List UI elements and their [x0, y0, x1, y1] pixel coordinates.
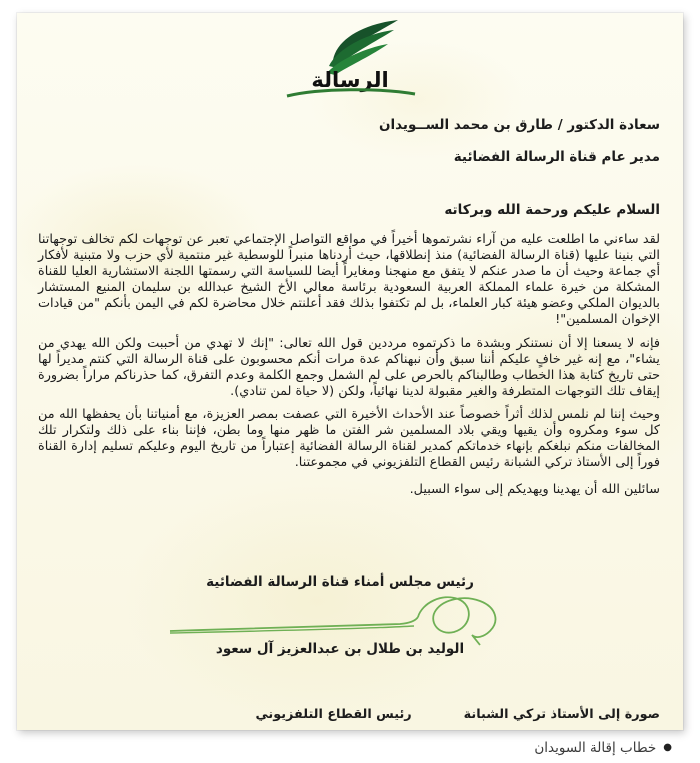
bullet-icon: ●: [663, 742, 672, 753]
paragraph-2: فإنه لا يسعنا إلا أن نستنكر وبشدة ما ذكرتموه مرددين قول الله تعالى: "إنك لا تهدي من أحببت ولكن الله يهدي من يشاء"، مع إنه غير خافٍ عليكم أننا سبق وأن نبهناكم عدة مرات أنكم محسوبون على قناة الرسالة التي كنتم مديراً لها حتى تاريخ كتابة هذا الخطاب وطالبناكم بالحرص على لم الشمل وجمع الكلمة وعدم التفرق، كما حذرناكم مراراً بضرورة إيقاف تلك التوجهات المتطرفة والغير مقبولة لدينا نهائياً، ولكن (لا حياة لمن تنادي).: [38, 335, 660, 399]
paragraph-3: وحيث إننا لم نلمس لذلك أثراً خصوصاً عند الأحداث الأخيرة التي عصفت بمصر العزيزة، مع أمنياتنا بأن يحفظها الله من كل سوء ومكروه وأن يقيها ويقي بلاد المسلمين شر الفتن ما ظهر منها وما بطن، فإننا بناء على ذلك ولتكرار تلك المخالفات منكم نبلغكم بإنهاء خدماتكم كمدير لقناة الرسالة الفضائية إعتباراً من تاريخ اليوم وعليكم تسليم إدارة القناة فوراً إلى الأستاذ تركي الشبانة رئيس القطاع التلفزيوني في مجموعتنا.: [38, 406, 660, 471]
signature-block: [140, 574, 540, 657]
letter-body: [38, 232, 660, 505]
signatory-title: رئيس مجلس أمناء قناة الرسالة الفضائية: [206, 574, 474, 590]
alresalah-logo-icon: [275, 16, 425, 102]
signatory-name: الوليد بن طلال بن عبدالعزيز آل سعود: [215, 641, 465, 657]
salutation: السلام عليكم ورحمة الله وبركاته: [444, 202, 660, 218]
recipient-name: سعادة الدكتور / طارق بن محمد الســويدان: [378, 117, 660, 133]
cc-recipient: صورة إلى الأستاذ تركي الشبانة: [463, 707, 660, 722]
cc-recipient-title: رئيس القطاع التلفزيوني: [255, 707, 412, 722]
letter-scan-image: [17, 13, 683, 730]
paragraph-1: لقد ساءني ما اطلعت عليه من آراء نشرتموها أخيراً في مواقع التواصل الإجتماعي تعبر عن توجهات لكم تخالف توجهاتنا التي بنينا عليها (قناة الرسالة الفضائية) منذ إنطلاقها، حيث أردناها منبراً للوسطية غير منتمية لأي حزب ولا متبنية لأفكار أي جماعة وحيث أن ما صدر عنكم لا يتفق مع منهجنا ومغايراً أيضا للسياسة التي رسمتها اللجنة الاستشارية العليا للقناة المشكلة من خيرة علماء المملكة العربية السعودية برئاسة معالي الأخ الشيخ عبدالله بن سليمان المنيع المستشار بالديوان الملكي وعضو هيئة كبار العلماء، بل لم تكتفوا بذلك فقد أعلنتم خلال محاضرة لكم في اليمن بأنكم "من قيادات الإخوان المسلمين"!: [38, 232, 660, 328]
logo-wordmark: الرسالة: [311, 68, 389, 92]
cc-line: [255, 707, 660, 722]
signature-loops: [418, 597, 495, 645]
signature-line-1: [170, 617, 418, 631]
recipient-title: مدير عام قناة الرسالة الفضائية: [453, 149, 660, 165]
recipient-block: [379, 109, 660, 173]
logo-swoosh: [287, 90, 415, 96]
image-caption: [534, 740, 672, 756]
caption-text: خطاب إقالة السويدان: [534, 740, 657, 756]
closing-line: سائلين الله أن يهدينا ويهديكم إلى سواء السبيل.: [409, 482, 660, 498]
